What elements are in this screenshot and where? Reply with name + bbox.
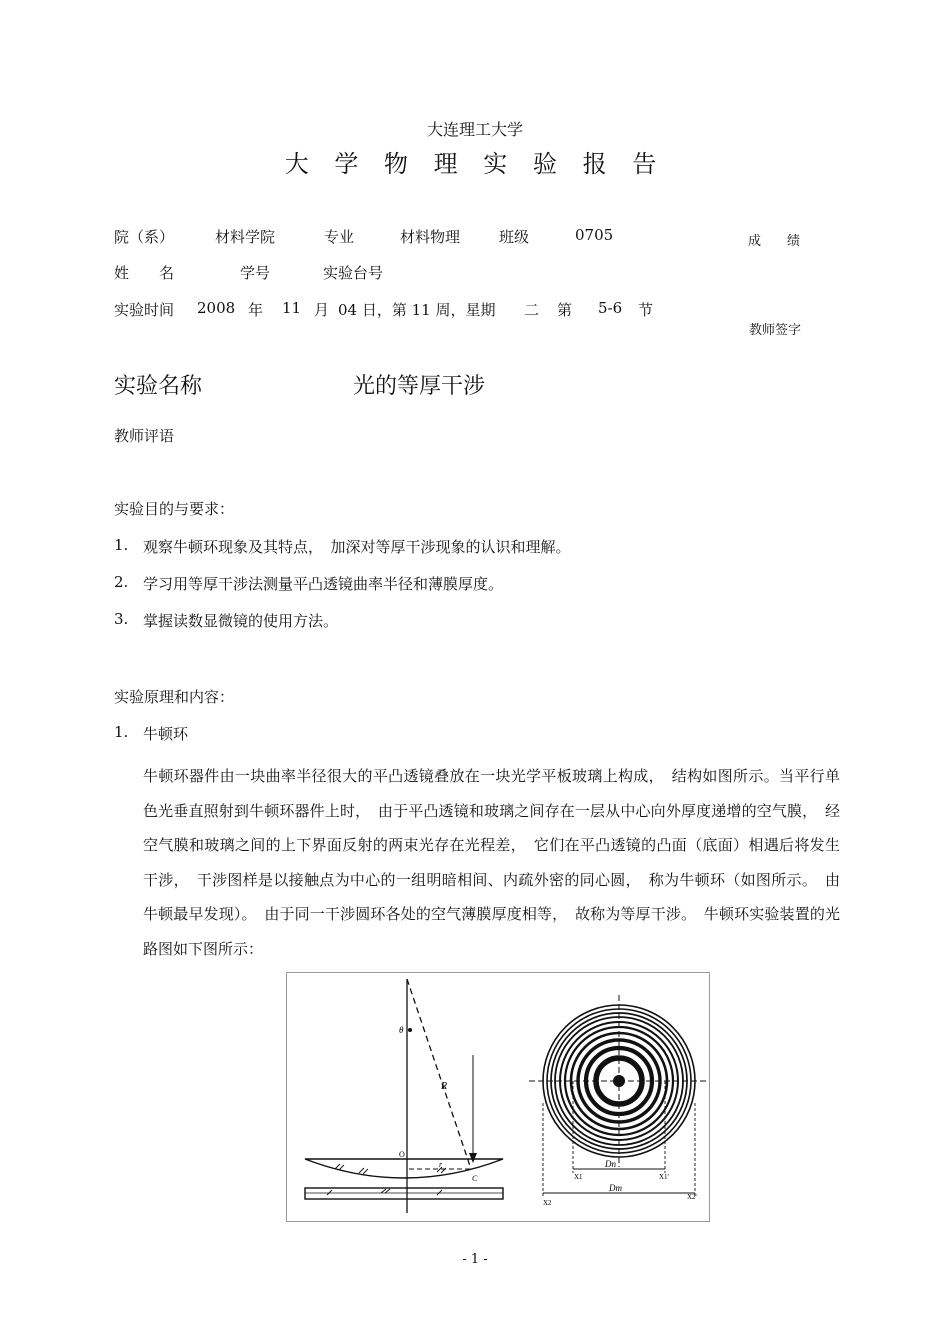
period-value: 5-6 (598, 299, 623, 317)
experiment-name-value: 光的等厚干涉 (353, 374, 486, 399)
principle-paragraph: 牛顿环器件由一块曲率半径很大的平凸透镜叠放在一块光学平板玻璃上构成， 结构如图所示。当平行单色光垂直照射到牛顿环器件上时， 由于平凸透镜和玻璃之间存在一层从中心向外厚度递增的空气膜， 经空气膜和玻璃之间的上下界面反射的两束光存在光程差， 它们在平凸透镜的凸面（底面）相遇后将发生干涉， 干涉图样是以接触点为中心的一组明暗相间、内疏外密的同心圆， 称为牛顿环（如图所示。 由牛顿最早发现）。 由于同一干涉圆环各处的空气薄膜厚度相等， 故称为等厚干涉。 牛顿环实验装置的光路图如下图所示： (143, 767, 840, 958)
objective-num-2: 2. (114, 573, 129, 591)
experiment-name-label: 实验名称 (114, 374, 203, 399)
label-x2: X2 (543, 1199, 552, 1207)
year-value: 2008 (197, 299, 236, 317)
label-O: O (399, 1150, 405, 1159)
student-id-label: 学号 (240, 264, 271, 282)
theta-point-icon (408, 1028, 412, 1032)
objective-text-2: 学习用等厚干涉法测量平凸透镜曲率半径和薄膜厚度。 (143, 575, 504, 593)
class-value: 0705 (575, 226, 614, 244)
label-x1: X1 (574, 1173, 583, 1181)
teacher-signature-label: 教师签字 (749, 323, 802, 338)
objectives-heading: 实验目的与要求： (114, 500, 235, 518)
newton-rings-figure (286, 972, 710, 1222)
score-label: 成 绩 (748, 234, 801, 249)
objective-text-3: 掌握读数显微镜的使用方法。 (143, 612, 339, 630)
page-number: - 1 - (462, 1252, 488, 1267)
day-week-text: 04 日，第 11 周，星期 (338, 301, 496, 319)
time-label: 实验时间 (114, 301, 175, 319)
name-label: 姓 名 (114, 264, 175, 282)
weekday-value: 二 (524, 301, 540, 319)
principle-heading: 实验原理和内容： (114, 688, 235, 706)
dept-value: 材料学院 (215, 228, 276, 246)
month-unit: 月 (314, 301, 330, 319)
objective-num-3: 3. (114, 610, 129, 628)
major-label: 专业 (324, 228, 355, 246)
label-x2-prime: X2' (687, 1193, 697, 1201)
bench-label: 实验台号 (323, 264, 384, 282)
period-prefix: 第 (557, 301, 573, 319)
objective-num-1: 1. (114, 536, 129, 554)
university-name: 大连理工大学 (426, 120, 523, 139)
label-theta: θ (399, 1025, 404, 1035)
month-value: 11 (282, 299, 302, 317)
principle-sub-num: 1. (114, 723, 129, 741)
label-C: C (472, 1174, 478, 1183)
objective-text-1: 观察牛顿环现象及其特点， 加深对等厚干涉现象的认识和理解。 (143, 538, 571, 556)
teacher-comments-label: 教师评语 (114, 427, 175, 445)
radius-dashed-line (407, 979, 471, 1169)
class-label: 班级 (499, 228, 530, 246)
principle-sub-title: 牛顿环 (143, 725, 189, 743)
newton-rings-pattern (529, 995, 709, 1167)
light-arrow-icon (469, 1153, 477, 1163)
label-x1-prime: X1' (659, 1173, 669, 1181)
label-Dn: Dn (605, 1159, 616, 1169)
label-R: R (441, 1081, 448, 1092)
period-unit: 节 (638, 301, 654, 319)
major-value: 材料物理 (400, 228, 461, 246)
report-title: 大 学 物 理 实 验 报 告 (284, 150, 666, 178)
label-Dm: Dm (609, 1183, 622, 1193)
year-unit: 年 (248, 301, 264, 319)
dept-label: 院（系） (114, 228, 175, 246)
newton-rings-svg (287, 973, 709, 1221)
glass-plate (305, 1188, 503, 1199)
label-r: r (439, 1160, 443, 1169)
